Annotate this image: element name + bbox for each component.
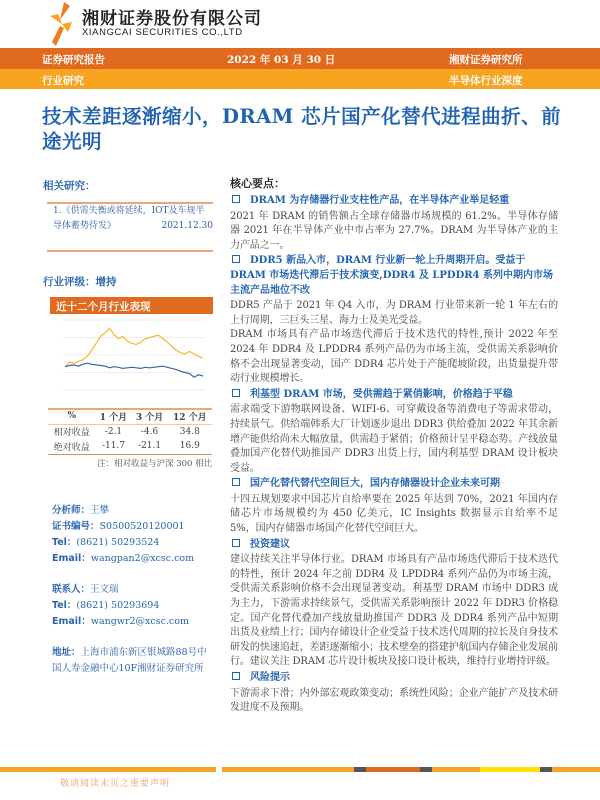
subcategory: 半导体行业深度 <box>449 75 523 87</box>
checkbox-bullet-icon <box>232 478 240 486</box>
series-line-industry <box>65 328 203 367</box>
company-name-en: XIANGCAI SECURITIES CO.,LTD <box>82 27 243 38</box>
chart-title: 近十二个月行业表现 <box>50 297 213 314</box>
report-date: 2022 年 03 月 30 日 <box>227 54 336 66</box>
section-title: 利基型 DRAM 市场，受供需趋于紧俏影响，价格趋于平稳 <box>250 388 513 400</box>
section-heading <box>230 388 558 403</box>
report-type: 证券研究报告 <box>42 54 105 66</box>
section-paragraph: 建议持续关注半导体行业。DRAM 市场具有产品市场迭代滞后于技术迭代的特性，预计 2024 年之前 DDR4 及 LPDDR4 系列产品仍为市场主流，受供需关系影响价格不会出现显著变动。利基型 DRAM 市场中 DDR3 成为主力，下游需求持续景气，受供需关系影响预计 2022 年 DDR3 价格稳定。国产化替代叠加产线放量助推国产 DDR3 及 DDR4 系列产品中短期出货及业绩上行；国内存储设计企业受益于技术迭代周期的拉长及自身技术研发的快速追赶，差距逐渐缩小；技术壁垒的搭建护航国内存储企业发展前行。建议关注 DRAM 芯片设计板块及接口设计板块，维持行业增持评级。 <box>230 554 558 668</box>
section-title: 投资建议 <box>250 538 290 550</box>
series-line-benchmark <box>65 363 203 377</box>
divider <box>47 250 213 252</box>
section-paragraph: DDR5 产品于 2021 年 Q4 入市，为 DRAM 行业带来新一轮 1 年左右的上行周期，三巨头三星、海力士及美光受益。 <box>230 300 558 326</box>
institute: 湘财证券研究所 <box>449 54 523 66</box>
checkbox-bullet-icon <box>232 672 240 680</box>
section-title: 风险提示 <box>250 672 290 683</box>
page-title: 技术差距逐渐缩小，DRAM 芯片国产化替代进程曲折、前途光明 <box>42 105 562 153</box>
section-paragraph: 下游需求下滑；内外部宏观政策变动；系统性风险；企业产能扩产及技术研发进度不及预期。 <box>230 687 558 714</box>
section-title: DDR5 新品入市，DRAM 行业新一轮上升周期开启。受益于DRAM 市场迭代滞后于技术演变,DDR4 及 LPDDR4 系列中期内市场主流产品地位不改 <box>230 255 553 296</box>
section-paragraph: 需求端受下游物联网设备、WIFI-6、可穿戴设备等消费电子等需求带动，持续景气。供给端韩系大厂计划逐步退出 DDR3 供给叠加 2022 年其余新增产能供给尚未大幅放量，供需趋于紧俏；价格预计呈平稳态势。产线放量叠加国产化替代助推国产 DDR3 出货上行，国内利基型 DRAM 设计板块受益。 <box>230 404 558 474</box>
section-heading <box>230 538 558 553</box>
company-name-cn: 湘财证券股份有限公司 <box>82 9 262 29</box>
section-heading <box>230 254 558 298</box>
contact-email[interactable]: wangwr2@xcsc.com <box>90 616 189 627</box>
analyst-email[interactable]: wangpan2@xcsc.com <box>90 553 195 564</box>
checkbox-bullet-icon <box>232 195 240 203</box>
related-label: 相关研究： <box>43 180 96 192</box>
checkbox-bullet-icon <box>232 255 240 263</box>
related-item[interactable] <box>53 204 213 234</box>
industry-performance-chart <box>55 318 213 394</box>
section-title: DRAM 为存储器行业支柱性产品，在半导体产业举足轻重 <box>250 195 510 206</box>
related-date: 2021.12.30 <box>161 221 213 231</box>
section-paragraph: 十四五规划要求中国芯片自给率要在 2025 年达到 70%，2021 年国内存储芯片市场规模约为 450 亿美元，IC Insights 数据显示自给率不足 5%，国内存储器市场国产化替代空间巨大。 <box>230 493 558 535</box>
section-heading <box>230 671 558 686</box>
section-heading <box>230 194 558 209</box>
table-row: 绝对收益 -11.7 -21.1 16.9 <box>48 439 212 454</box>
key-points <box>230 175 558 716</box>
related-title[interactable]: 1.《供需失衡或将延续，IOT及车规半导体蓄势待发》 <box>53 206 205 231</box>
table-header: % 1 个月 3 个月 12 个月 <box>48 409 212 424</box>
disclaimer-note: 敬请阅读末页之重要声明 <box>60 779 171 789</box>
header-bar <box>0 48 600 69</box>
analyst-info: 分析师：王攀 证书编号：S0500520120001 Tel：(8621) 50293524 Email：wangpan2@xcsc.com 联系人：王文瑞 Tel：(8621) 50293694 Email：wangwr2@xcsc.com 地址：上海市浦东新区银城路88号中国人寿金融中心10F湘财证券研究所 <box>52 505 207 674</box>
industry-rating: 行业评级：增持 <box>43 276 117 288</box>
section-title: 国产化替代替代空间巨大，国内存储器设计企业未来可期 <box>250 478 500 490</box>
section-paragraph: 2021 年 DRAM 的销售额占全球存储器市场规模的 61.2%。半导体存储器 2021 年在半导体产业中市占率为 27.7%。DRAM 为半导体产业的主力产品之一。 <box>230 210 558 251</box>
table-note: 注：相对收益与沪深 300 相比 <box>97 459 213 469</box>
footer-stripe <box>0 767 600 772</box>
subheader-bar <box>0 69 600 89</box>
performance-table <box>48 409 212 455</box>
table-row: 相对收益 -2.1 -4.6 34.8 <box>53 426 200 439</box>
checkbox-bullet-icon <box>232 389 240 397</box>
category: 行业研究 <box>42 75 84 87</box>
section-heading <box>230 477 558 492</box>
company-logo <box>50 2 74 46</box>
section-paragraph: DRAM 市场具有产品市场迭代滞后于技术迭代的特性,预计 2022 年至 2024 年 DDR4 及 LPDDR4 系列产品仍为市场主流，受供需关系影响价格不会出现显著变动，国产 DDR4 芯片处于产能爬坡阶段，出货量提升带动行业规模增长。 <box>230 329 558 385</box>
key-points-heading: 核心要点： <box>230 177 285 190</box>
checkbox-bullet-icon <box>232 539 240 547</box>
